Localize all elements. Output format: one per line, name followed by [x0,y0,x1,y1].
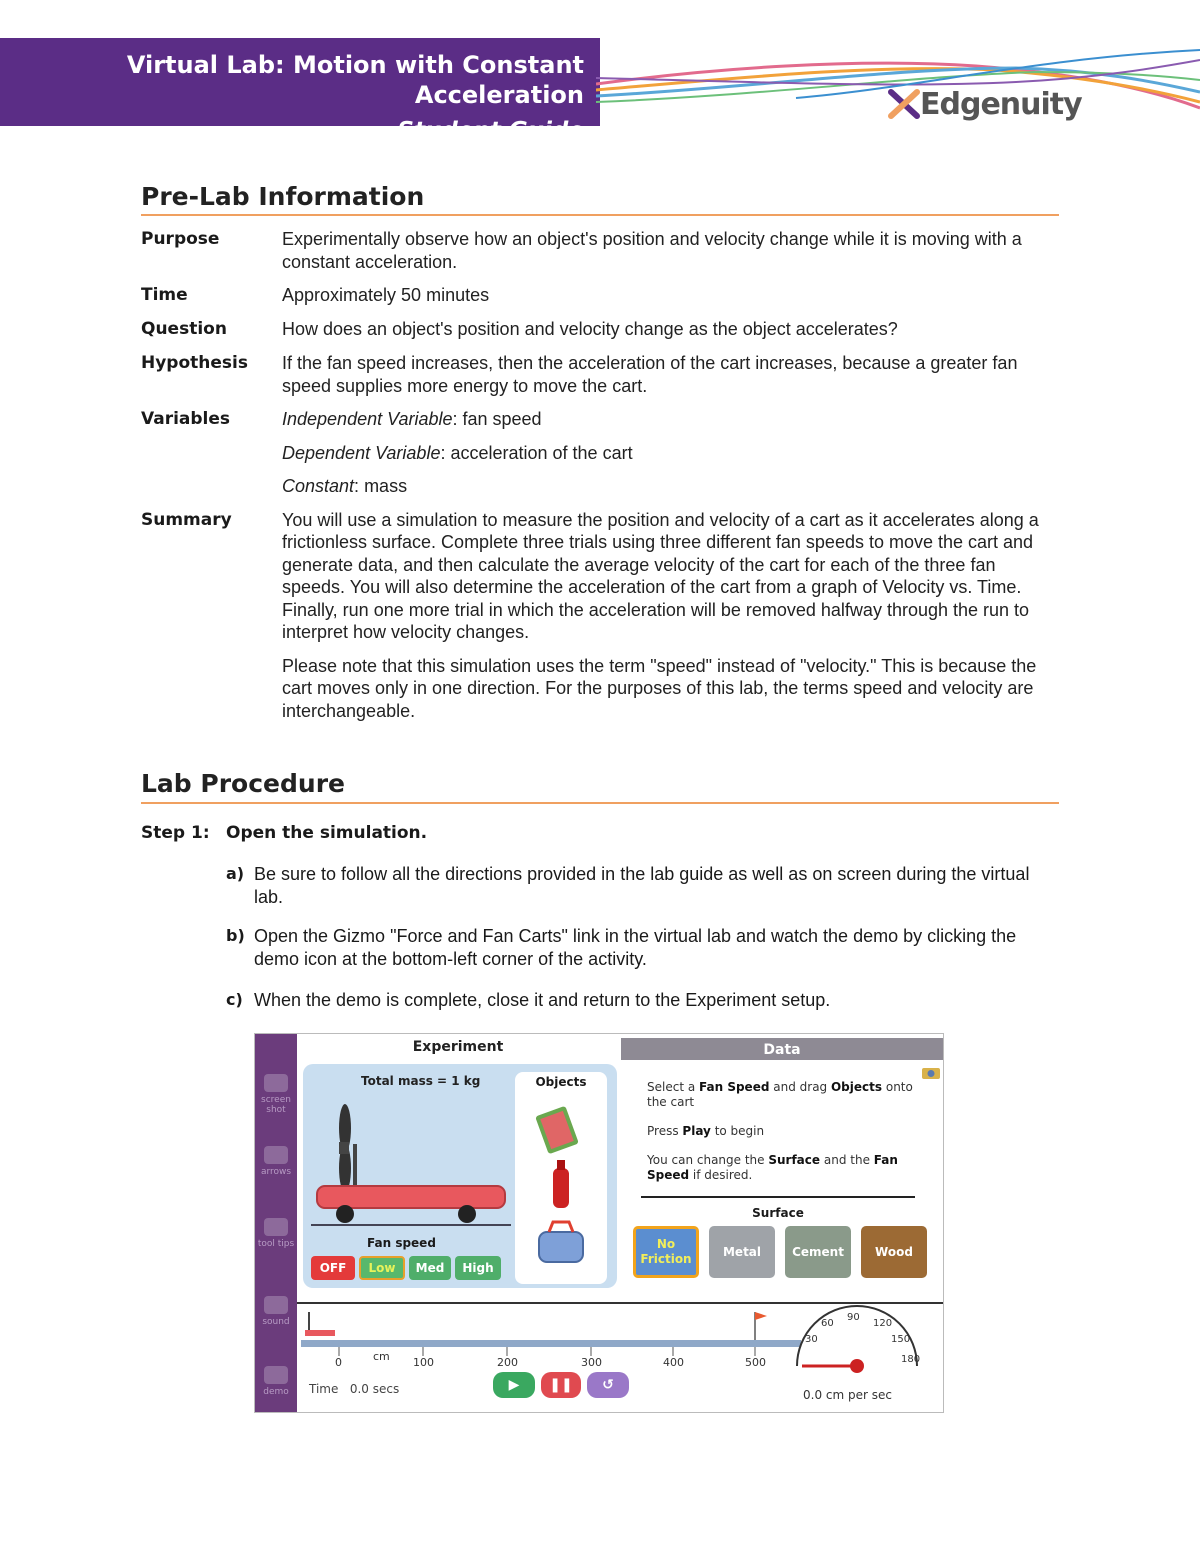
substep-letter: b) [226,926,245,945]
variable-name: Independent Variable [282,409,453,429]
instruction-emphasis: Surface [768,1153,821,1167]
sidebar-label: sound [262,1317,290,1327]
fan-speed-buttons [311,1256,501,1280]
prelab-rule [141,214,1059,216]
speedometer-hub [850,1359,864,1373]
gauge-tick-label: 60 [821,1318,834,1329]
fan-off-button[interactable]: OFF [311,1256,355,1280]
substep-a [226,863,1056,908]
variable-name: Constant [282,476,355,496]
row-value [282,509,1059,723]
cart-wheel-left [336,1205,354,1223]
soda-bottle-icon[interactable] [553,1160,569,1208]
procedure-rule [141,802,1059,804]
tick-label: 400 [663,1356,684,1369]
tab-experiment[interactable]: Experiment [297,1034,619,1060]
instruction-fragment: onto the cart [647,1080,913,1109]
speaker-icon [264,1296,288,1314]
summary-paragraph: Please note that this simulation uses the term "speed" instead of "velocity." This is because the cart moves only in one direction. For the purposes of this lab, the terms speed and velocity are interchangeable. [282,655,1037,721]
time-label-text: Time [309,1382,339,1396]
header-banner [0,38,600,144]
purpose-row [141,228,1059,273]
instruction-line [647,1124,917,1139]
experiment-panel [297,1060,944,1302]
mini-cart [305,1330,335,1336]
step-title: Open the simulation. [226,823,428,843]
constant-variable: Constant: mass [282,476,408,496]
sidebar-sound[interactable] [255,1296,297,1327]
play-button[interactable]: ▶ [493,1372,535,1398]
sidebar-label: screen shot [261,1095,291,1115]
cart-ground [311,1224,511,1226]
track-unit: cm [373,1350,390,1363]
instruction-fragment: if desired. [689,1168,753,1182]
instruction-line [647,1153,917,1183]
variable-name: Dependent Variable [282,442,441,463]
total-mass-label: Total mass = 1 kg [361,1074,481,1088]
toolbox-icon[interactable] [539,1222,583,1262]
surface-cement-button[interactable]: Cement [785,1226,851,1278]
instruction-fragment: Select a [647,1080,700,1094]
variables-row [141,408,1059,498]
procedure-heading: Lab Procedure [141,769,345,798]
gizmo-sidebar [255,1034,297,1413]
surface-metal-button[interactable]: Metal [709,1226,775,1278]
fan-speed-label: Fan speed [367,1236,436,1250]
gauge-tick-label: 120 [873,1318,893,1329]
finish-flag [755,1312,767,1320]
row-label: Time [141,285,188,305]
row-value: If the fan speed increases, then the acceleration of the cart increases, because a greater fan speed supplies more energy to move the cart. [282,353,1018,396]
sidebar-tooltips[interactable] [255,1218,297,1249]
tooltip-icon [264,1218,288,1236]
fan-low-button[interactable]: Low [359,1256,405,1280]
simulation-screenshot [254,1033,944,1413]
dependent-variable: Dependent Variable: acceleration of the cart [282,442,633,463]
cart-area [303,1064,617,1288]
prelab-table [141,228,1059,733]
reset-button[interactable]: ↺ [587,1372,629,1398]
speed-readout: 0.0 cm per sec [803,1388,892,1402]
step-1 [141,821,427,845]
camera-icon [264,1074,288,1092]
tick-label: 500 [745,1356,766,1369]
surface-buttons [633,1226,927,1278]
screenshot-camera-icon[interactable] [921,1064,941,1080]
substep-letter: c) [226,990,243,1009]
prelab-heading: Pre-Lab Information [141,182,425,211]
instruction-fragment: and the [820,1153,874,1167]
document-subtitle: Student Guide [397,118,584,144]
row-value: How does an object's position and velocity change as the object accelerates? [282,319,898,339]
row-label: Hypothesis [141,353,248,373]
row-label: Question [141,319,227,339]
sidebar-arrows[interactable] [255,1146,297,1177]
instruction-emphasis: Play [682,1124,711,1138]
substep-text: When the demo is complete, close it and return to the Experiment setup. [254,990,831,1010]
document-title: Virtual Lab: Motion with Constant Acceleration [126,51,584,109]
gauge-tick-label: 180 [901,1354,921,1365]
gauge-tick-label: 150 [891,1334,911,1345]
time-value: 0.0 secs [349,1382,400,1396]
substep-letter: a) [226,864,245,883]
tab-data[interactable]: Data [621,1038,943,1060]
fan-med-button[interactable]: Med [409,1256,451,1280]
substep-c [226,989,1056,1012]
sidebar-screenshot[interactable] [255,1074,297,1115]
instruction-fragment: and drag [769,1080,831,1094]
row-label: Summary [141,509,232,530]
track-rail [301,1340,801,1347]
arrows-icon [264,1146,288,1164]
variable-value: acceleration of the cart [450,442,633,463]
time-row [141,284,1059,307]
surface-divider [641,1196,915,1198]
sidebar-label: demo [263,1387,289,1397]
instruction-fragment: Press [647,1124,683,1138]
demo-icon [264,1366,288,1384]
instruction-fragment: You can change the [647,1153,769,1167]
time-label [309,1382,399,1396]
instruction-fragment: to begin [710,1124,765,1138]
variable-value: mass [364,476,408,496]
hypothesis-row [141,352,1059,397]
row-label: Purpose [141,229,220,249]
variable-value: fan speed [462,409,542,429]
surface-no-friction-button[interactable]: No Friction [633,1226,699,1278]
tick-label: 100 [413,1356,434,1369]
row-value [282,408,1059,498]
objects-panel [515,1072,607,1284]
instruction-line [647,1080,917,1110]
substep-text: Open the Gizmo "Force and Fan Carts" link in the virtual lab and watch the demo by clicking the demo icon at the bottom-left corner of the activity. [254,926,1017,969]
pause-button[interactable]: ❚❚ [541,1372,581,1398]
gauge-tick-label: 90 [847,1312,860,1323]
surface-label: Surface [752,1206,804,1220]
edgenuity-x-icon [888,88,920,120]
instruction-emphasis: Fan Speed [699,1080,770,1094]
substep-b [226,925,1056,970]
question-row [141,318,1059,341]
sidebar-demo[interactable] [255,1366,297,1397]
book-icon[interactable] [535,1106,579,1155]
instruction-emphasis: Objects [830,1080,883,1094]
fan-hub [339,1142,349,1154]
substep-text: Be sure to follow all the directions provided in the lab guide as well as on screen during the virtual lab. [254,864,1030,907]
summary-row [141,509,1059,723]
cart-body [317,1186,505,1208]
sidebar-label: arrows [260,1167,292,1177]
row-label: Variables [141,409,231,429]
tick-label: 200 [497,1356,518,1369]
row-value: Approximately 50 minutes [282,285,490,305]
summary-paragraph: You will use a simulation to measure the position and velocity of a cart as it accelerates along a frictionless surface. Complete three trials using three different fan speeds to move the cart and generate data, and then calculate the average velocity of the cart for each of the three fan speeds. You will also determine the acceleration of the cart from a graph of Velocity vs. Time. Finally, run one more trial in which the acceleration will be removed halfway through the run to interpret how velocity changes. [282,509,1039,642]
objects-icons [533,1102,589,1278]
fan-high-button[interactable]: High [455,1256,501,1280]
logo-wordmark: Edgenuity [920,86,1082,122]
independent-variable: Independent Variable: fan speed [282,409,542,429]
instructions-text [647,1080,917,1197]
sidebar-label: tool tips [257,1239,295,1249]
tick-label: 0 [335,1356,342,1369]
tick-label: 300 [581,1356,602,1369]
fan-cart-illustration [307,1084,513,1234]
row-value: Experimentally observe how an object's position and velocity change while it is moving with a constant acceleration. [282,229,1022,272]
step-number: Step 1: [141,823,210,843]
surface-wood-button[interactable]: Wood [861,1226,927,1278]
gauge-tick-label: 30 [805,1334,818,1345]
edgenuity-logo [888,84,1082,124]
instruction-emphasis: Fan Speed [647,1153,898,1182]
objects-label: Objects [535,1075,587,1089]
cart-wheel-right [458,1205,476,1223]
